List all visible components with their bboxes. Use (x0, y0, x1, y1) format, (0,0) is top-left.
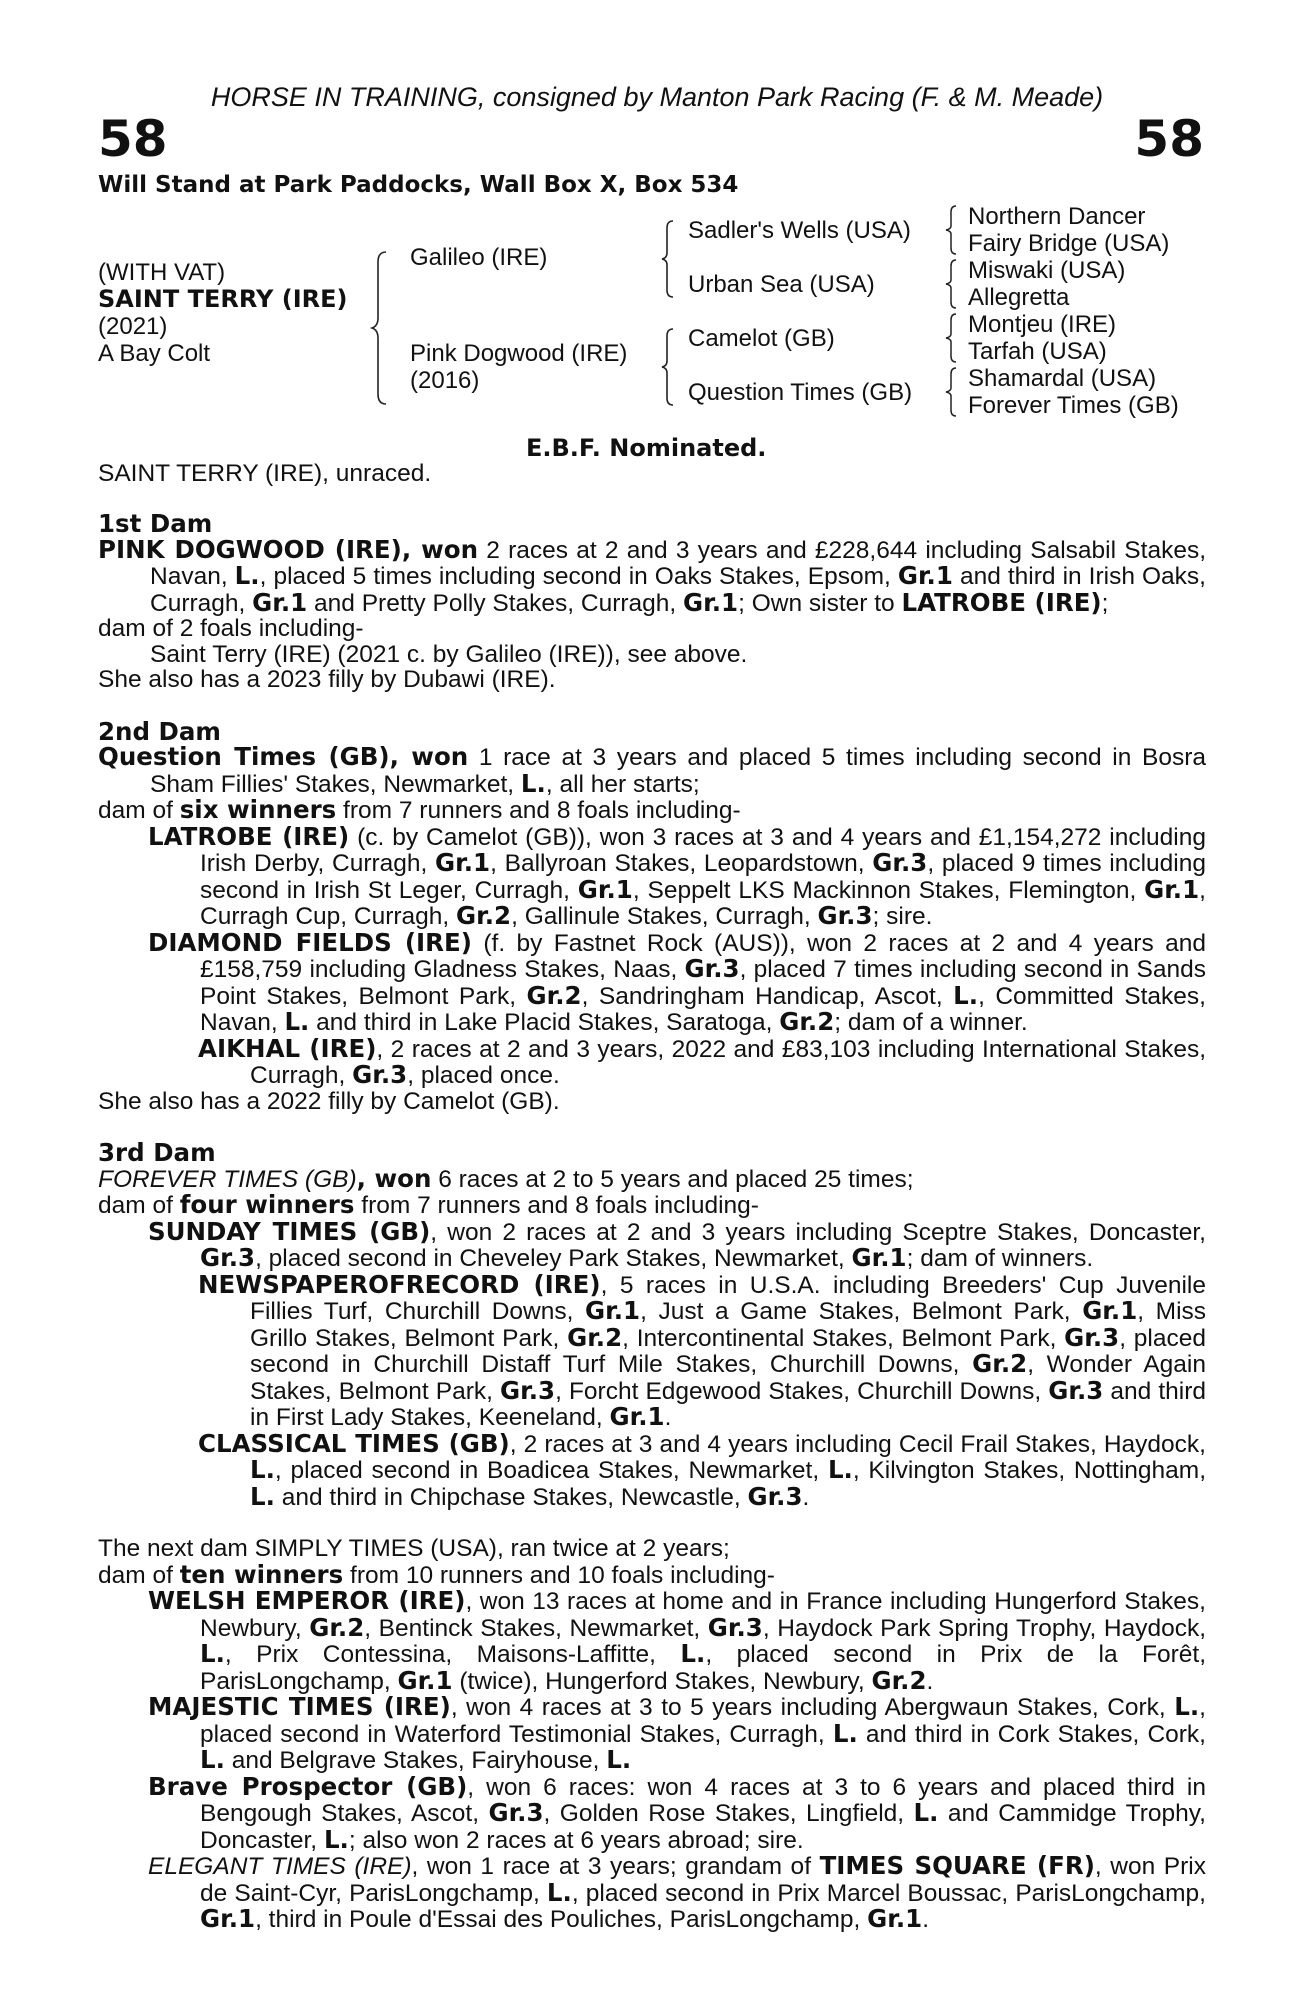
horse-name: SAINT TERRY (IRE) (98, 285, 348, 313)
sire-sire-sire: Northern Dancer (968, 203, 1146, 230)
pedigree-brace-5 (944, 258, 960, 310)
sire-sire-dam: Fairy Bridge (USA) (968, 230, 1170, 257)
pedigree-brace-6 (944, 312, 960, 364)
newspaperofrecord-entry: NEWSPAPEROFRECORD (IRE), 5 races in U.S.A. including Breeders' Cup Juvenile Fillies Turf, Churchill Downs, Gr.1, Just a Game Stakes, Belmont Park, Gr.1, Miss Grillo Stakes, Belmont Park, Gr.2, Intercontinental Stakes, Belmont Park, Gr.3, placed second in Churchill Distaff Turf Mile Stakes, Churchill Downs, Gr.2, Wonder Again Stakes, Belmont Park, Gr.3, Forcht Edgewood Stakes, Churchill Downs, Gr.3 and third in First Lady Stakes, Keeneland, Gr.1. (198, 1269, 1207, 1431)
diamond-fields-entry: DIAMOND FIELDS (IRE) (f. by Fastnet Rock (AUS)), won 2 races at 2 and 4 years and £158,759 including Gladness Stakes, Naas, Gr.3, placed 7 times including second in Sands Point Stakes, Belmont Park, Gr.2, Sandringham Handicap, Ascot, L., Committed Stakes, Navan, L. and third in Lake Placid Stakes, Saratoga, Gr.2; dam of a winner. (148, 927, 1206, 1036)
dam-sire-sire: Montjeu (IRE) (968, 311, 1117, 338)
vat-note: (WITH VAT) (98, 259, 226, 286)
next-dam-produce: dam of ten winners from 10 runners and 10 foals including- (98, 1559, 775, 1589)
sire: Galileo (IRE) (410, 244, 548, 271)
second-dam-also: She also has a 2022 filly by Camelot (GB). (98, 1087, 560, 1115)
dam-dam: Question Times (GB) (688, 379, 913, 406)
dam-dam-dam: Forever Times (GB) (968, 392, 1179, 419)
horse-year: (2021) (98, 313, 168, 340)
next-dam-intro: The next dam SIMPLY TIMES (USA), ran twice at 2 years; (98, 1535, 730, 1562)
pedigree-brace-4 (944, 204, 960, 256)
horse-info (98, 259, 348, 367)
lot-number-left: 58 (98, 110, 168, 168)
pedigree-brace-1 (370, 248, 390, 408)
second-dam-produce: dam of six winners from 7 runners and 8 foals including- (98, 795, 741, 824)
dam-dam-sire: Shamardal (USA) (968, 365, 1157, 392)
first-dam-foal: Saint Terry (IRE) (2021 c. by Galileo (IRE)), see above. (150, 640, 748, 668)
sire-sire: Sadler's Wells (USA) (688, 217, 911, 244)
pedigree-brace-3 (660, 326, 676, 408)
pedigree-brace-2 (660, 218, 676, 300)
second-dam-record: Question Times (GB), won 1 race at 3 years and placed 5 times including second in Bosra Sham Fillies' Stakes, Newmarket, L., all her starts; (98, 742, 1206, 798)
unraced-note: SAINT TERRY (IRE), unraced. (98, 460, 432, 487)
sunday-times-entry: SUNDAY TIMES (GB), won 2 races at 2 and 3 years including Sceptre Stakes, Doncaster, Gr.3, placed second in Cheveley Park Stakes, Newmarket, Gr.1; dam of winners. (148, 1216, 1206, 1272)
welsh-emperor-entry: WELSH EMPEROR (IRE), won 13 races at home and in France including Hungerford Stakes, Newbury, Gr.2, Bentinck Stakes, Newmarket, Gr.3, Haydock Park Spring Trophy, Haydock, L., Prix Contessina, Maisons-Laffitte, L., placed second in Prix de la Forêt, ParisLongchamp, Gr.1 (twice), Hungerford Stakes, Newbury, Gr.2. (148, 1586, 1207, 1695)
latrobe-entry: LATROBE (IRE) (c. by Camelot (GB)), won 3 races at 3 and 4 years and £1,154,272 including Irish Derby, Curragh, Gr.1, Ballyroan Stakes, Leopardstown, Gr.3, placed 9 times including second in Irish St Leger, Curragh, Gr.1, Seppelt LKS Mackinnon Stakes, Flemington, Gr.1, Curragh Cup, Curragh, Gr.2, Gallinule Stakes, Curragh, Gr.3; sire. (148, 821, 1206, 930)
first-dam-record: PINK DOGWOOD (IRE), won 2 races at 2 and 3 years and £228,644 including Salsabil Stakes, Navan, L., placed 5 times including second in Oaks Stakes, Epsom, Gr.1 and third in Irish Oaks, Curragh, Gr.1 and Pretty Polly Stakes, Curragh, Gr.1; Own sister to LATROBE (IRE); (98, 534, 1206, 617)
consignment-header: HORSE IN TRAINING, consigned by Manton Park Racing (F. & M. Meade) (210, 82, 1104, 112)
sire-dam-sire: Miswaki (USA) (968, 257, 1126, 284)
first-dam-produce: dam of 2 foals including- (98, 615, 364, 642)
second-dam-heading: 2nd Dam (98, 716, 221, 746)
first-dam-also: She also has a 2023 filly by Dubawi (IRE). (98, 666, 556, 693)
stand-location: Will Stand at Park Paddocks, Wall Box X, Box 534 (98, 172, 739, 198)
first-dam-heading: 1st Dam (98, 509, 213, 538)
ebf-nominated: E.B.F. Nominated. (526, 434, 767, 462)
third-dam-produce: dam of four winners from 7 runners and 8 foals including- (98, 1190, 759, 1219)
third-dam-heading: 3rd Dam (98, 1138, 216, 1167)
dam: Pink Dogwood (IRE) (410, 340, 628, 367)
pedigree-brace-7 (944, 366, 960, 418)
lot-number-right: 58 (1134, 110, 1204, 168)
dam-sire: Camelot (GB) (688, 325, 835, 352)
dam-sections (98, 511, 1206, 1933)
brave-prospector-entry: Brave Prospector (GB), won 6 races: won 4 races at 3 to 6 years and placed third in Bengough Stakes, Ascot, Gr.3, Golden Rose Stakes, Lingfield, L. and Cammidge Trophy, Doncaster, L.; also won 2 races at 6 years abroad; sire. (148, 1771, 1206, 1854)
classical-times-entry: CLASSICAL TIMES (GB), 2 races at 3 and 4 years including Cecil Frail Stakes, Haydock, L., placed second in Boadicea Stakes, Newmarket, L., Kilvington Stakes, Nottingham, L. and third in Chipchase Stakes, Newcastle, Gr.3. (198, 1428, 1206, 1511)
sire-dam-dam: Allegretta (968, 284, 1070, 311)
sire-dam: Urban Sea (USA) (688, 271, 875, 298)
aikhal-entry: AIKHAL (IRE), 2 races at 2 and 3 years, 2022 and £83,103 including International Stakes, Curragh, Gr.3, placed once. (198, 1033, 1207, 1089)
horse-description: A Bay Colt (98, 340, 211, 367)
third-dam-record: FOREVER TIMES (GB), won 6 races at 2 to 5 years and placed 25 times; (98, 1163, 914, 1193)
elegant-times-entry: ELEGANT TIMES (IRE), won 1 race at 3 years; grandam of TIMES SQUARE (FR), won Prix de Saint-Cyr, ParisLongchamp, L., placed second in Prix Marcel Boussac, ParisLongchamp, Gr.1, third in Poule d'Essai des Pouliches, ParisLongchamp, Gr.1. (148, 1851, 1206, 1933)
majestic-times-entry: MAJESTIC TIMES (IRE), won 4 races at 3 to 5 years including Abergwaun Stakes, Cork, L., placed second in Waterford Testimonial Stakes, Curragh, L. and third in Cork Stakes, Cork, L. and Belgrave Stakes, Fairyhouse, L. (148, 1692, 1206, 1774)
dam-sire-dam: Tarfah (USA) (968, 338, 1107, 365)
dam-year: (2016) (410, 367, 480, 394)
